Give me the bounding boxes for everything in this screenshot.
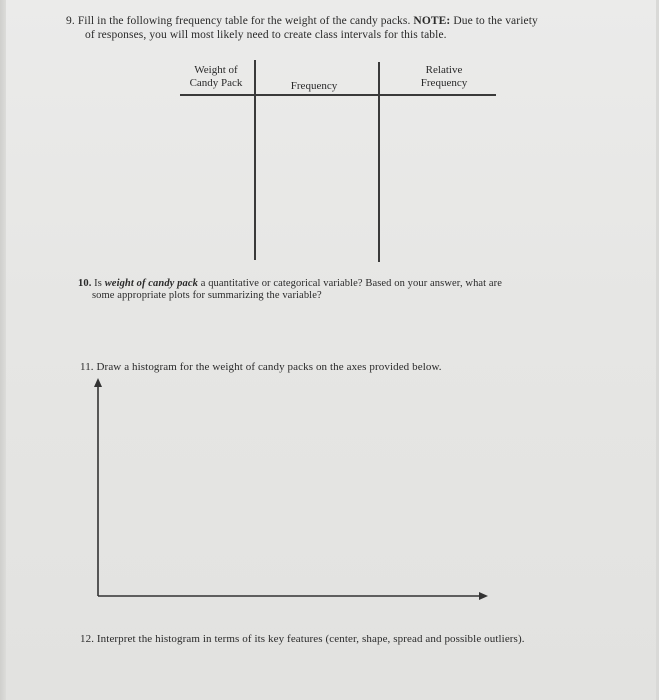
table-column-divider-1 <box>254 60 256 260</box>
question-9-text-a: Fill in the following frequency table for the weight of the candy packs. <box>77 15 411 27</box>
question-10-text-a: Is <box>94 278 102 289</box>
question-10-text-b: a quantitative or categorical variable? Based on your answer, what are <box>200 278 503 289</box>
question-9-line-2: of responses, you will most likely need to create class intervals for this table. <box>85 29 447 41</box>
question-9-note-label: NOTE: <box>413 15 451 27</box>
question-12-number: 12. <box>80 633 95 645</box>
question-9-number: 9. <box>66 15 75 27</box>
question-9-line-1 <box>66 14 626 28</box>
question-11-number: 11. <box>80 361 94 373</box>
table-column-divider-2 <box>378 62 380 262</box>
question-9 <box>66 14 626 42</box>
x-axis-arrow-icon <box>479 592 488 600</box>
question-10-number: 10. <box>78 278 92 289</box>
question-10-line-2: some appropriate plots for summarizing the variable? <box>92 289 322 301</box>
y-axis-arrow-icon <box>94 378 102 387</box>
question-10 <box>78 278 598 301</box>
table-header-rule <box>180 94 496 96</box>
table-header-relative-line-1: Relative <box>425 64 463 76</box>
frequency-table <box>178 58 498 268</box>
question-9-text-b: Due to the variety <box>453 15 538 27</box>
question-10-italic-phrase: weight of candy pack <box>104 278 198 289</box>
table-header-weight-line-2: Candy Pack <box>189 77 243 89</box>
table-header-relative-line-2: Frequency <box>420 77 468 89</box>
question-12-text: Interpret the histogram in terms of its key features (center, shape, spread and possible outliers). <box>96 633 525 645</box>
table-header-weight-line-1: Weight of <box>194 64 238 76</box>
table-header-relative-frequency <box>400 64 488 90</box>
question-12 <box>80 632 620 646</box>
question-10-line-1 <box>78 278 598 290</box>
table-header-frequency: Frequency <box>290 80 338 92</box>
histogram-axes <box>90 378 490 603</box>
question-11-text: Draw a histogram for the weight of candy packs on the axes provided below. <box>96 361 442 373</box>
table-header-weight <box>178 64 254 90</box>
question-11 <box>80 360 580 374</box>
